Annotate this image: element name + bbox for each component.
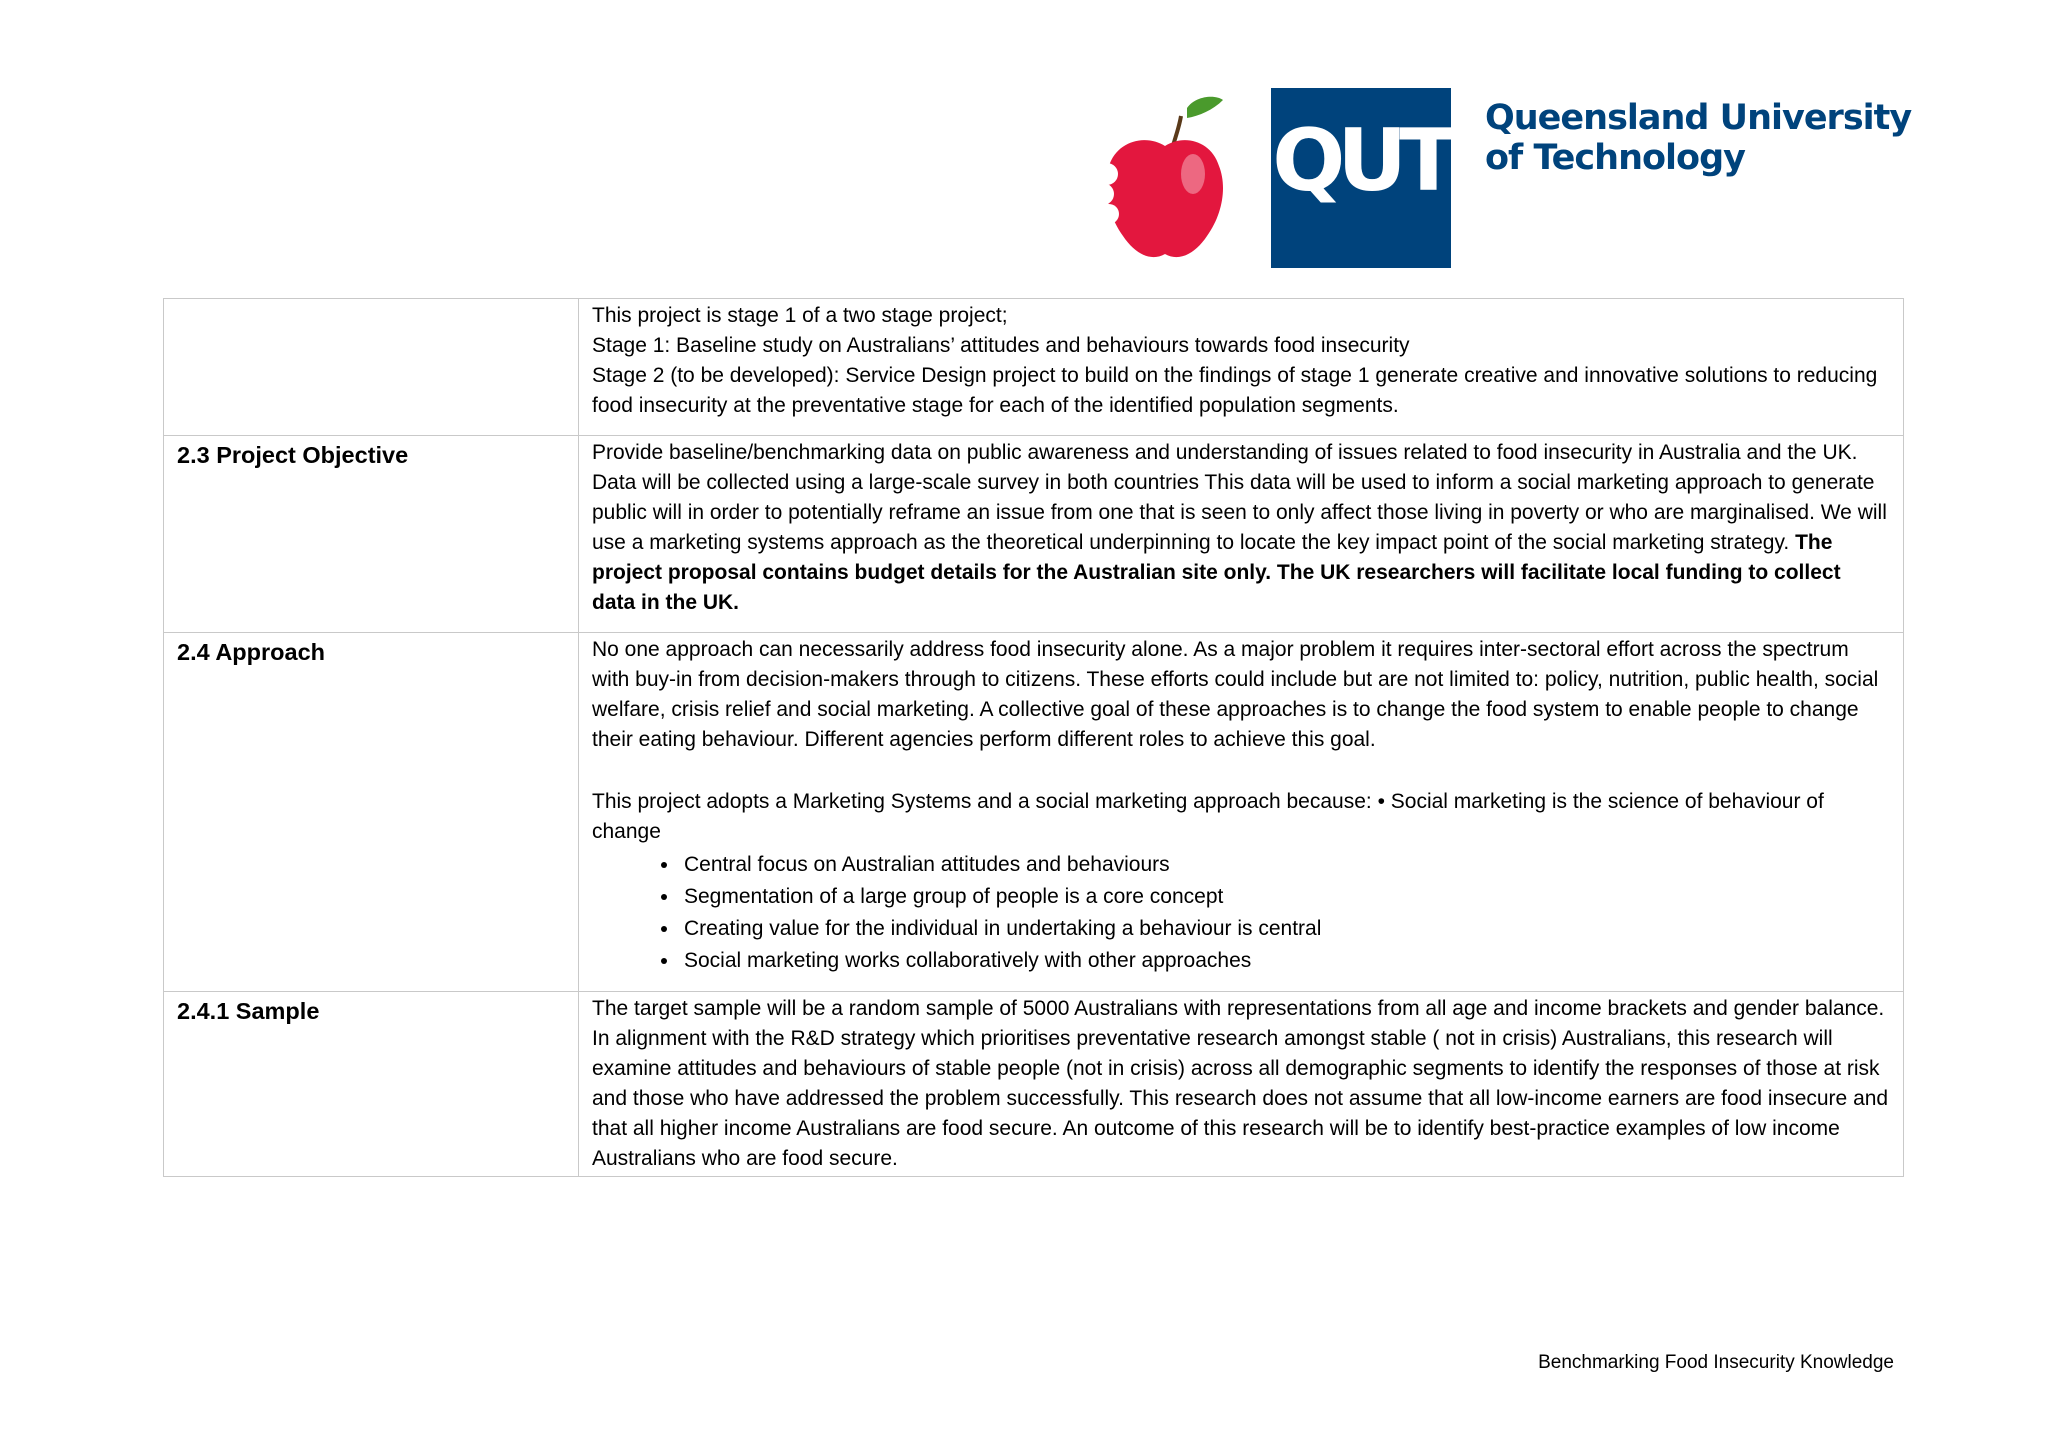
table-row: [164, 299, 1904, 436]
university-name-line1: Queensland University: [1485, 98, 1912, 138]
list-item: • Segmentation of a large group of people is a core concept: [680, 881, 1889, 913]
objective-bold-note: The project proposal contains budget details for the Australian site only. The UK researchers will facilitate local funding to collect data in the UK.: [592, 531, 1841, 614]
objective-body: Provide baseline/benchmarking data on public awareness and understanding of issues related to food insecurity in Australia and the UK. Data will be collected using a large-scale survey in both countries This data will be used to inform a social marketing approach to generate public will in order to potentially reframe an issue from one that is seen to only affect those living in poverty or who are marginalised. We will use a marketing systems approach as the theoretical underpinning to locate the key impact point of the social marketing strategy.: [592, 441, 1887, 554]
approach-paragraph-2: This project adopts a Marketing Systems and a social marketing approach because: • Social marketing is the science of behaviour of change: [592, 790, 1824, 843]
row-label: 2.4.1 Sample: [164, 992, 579, 1177]
row-label: 2.3 Project Objective: [164, 436, 579, 633]
qut-logo: [1271, 88, 1451, 268]
page-footer: Benchmarking Food Insecurity Knowledge: [1538, 1352, 1894, 1373]
stage-2-text: Stage 2 (to be developed): Service Design project to build on the findings of stage 1 generate creative and innovative solutions to reducing food insecurity at the preventative stage for each of the identified population segments.: [592, 364, 1878, 417]
row-label: 2.4 Approach: [164, 633, 579, 992]
objective-text: [592, 438, 1889, 618]
project-table: [163, 298, 1904, 1177]
row-content: [579, 436, 1904, 633]
apple-bite-icon: [1095, 94, 1235, 264]
university-name: [1485, 98, 1911, 178]
stage-intro: This project is stage 1 of a two stage project;: [592, 304, 1008, 327]
sample-text: The target sample will be a random sample of 5000 Australians with representations from all age and income brackets and gender balance. In alignment with the R&D strategy which prioritises preventative research amongst stable ( not in crisis) Australians, this research will examine attitudes and behaviours of stable people (not in crisis) across all demographic segments to identify the responses of those at risk and those who have addressed the problem successfully. This research does not assume that all low-income earners are food insecure and that all higher income Australians are food secure. An outcome of this research will be to identify best-practice examples of low income Australians who are food secure.: [592, 997, 1889, 1170]
stage-1-text: Stage 1: Baseline study on Australians’ attitudes and behaviours towards food insecurity: [592, 334, 1410, 357]
list-item: • Social marketing works collaboratively with other approaches: [680, 945, 1889, 977]
approach-bullet-list: [592, 849, 1889, 977]
row-content: [579, 992, 1904, 1177]
table-row: [164, 992, 1904, 1177]
list-item: • Creating value for the individual in undertaking a behaviour is central: [680, 913, 1889, 945]
row-content: [579, 299, 1904, 436]
row-content: [579, 633, 1904, 992]
university-name-line2: of Technology: [1485, 138, 1745, 178]
header-logos: [1095, 88, 1912, 268]
list-item: • Central focus on Australian attitudes and behaviours: [680, 849, 1889, 881]
table-row: [164, 436, 1904, 633]
approach-paragraph-1: No one approach can necessarily address food insecurity alone. As a major problem it requires inter-sectoral effort across the spectrum with buy-in from decision-makers through to citizens. These efforts could include but are not limited to: policy, nutrition, public health, social welfare, crisis relief and social marketing. A collective goal of these approaches is to change the food system to enable people to change their eating behaviour. Different agencies perform different roles to achieve this goal.: [592, 638, 1879, 751]
qut-mark: QUT: [1272, 111, 1450, 211]
table-row: [164, 633, 1904, 992]
row-label: [164, 299, 579, 436]
